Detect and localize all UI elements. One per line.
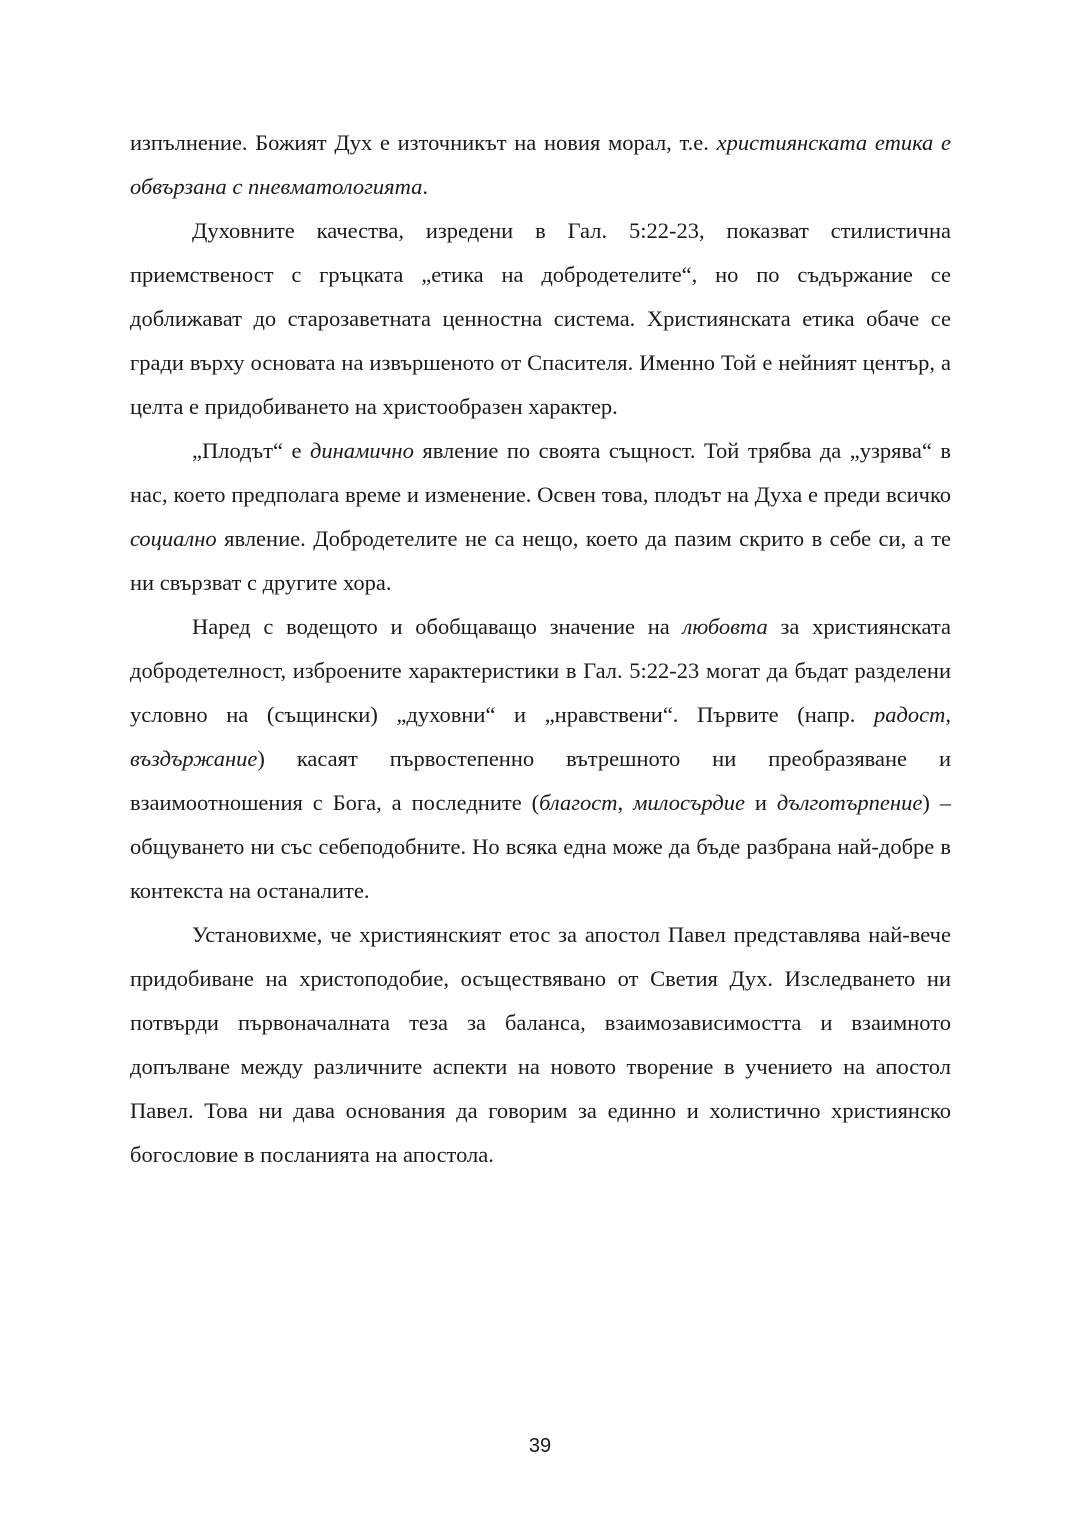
paragraph-3-text-a: „Плодът“ е [192, 438, 311, 463]
paragraph-3-italic-dynamic: динамично [310, 438, 414, 463]
paragraph-4-text-c: за християнската добродетелност, изброените характеристики в Гал. 5:22-23 могат да бъдат разделени условно на (същински) „духовни“ и „нравствени“. Първите (напр. [130, 614, 951, 727]
paragraph-4-italic-kindness: благост [539, 790, 618, 815]
paragraph-5: Установихме, че християнският етос за апостол Павел представлява най-вече придобиване на христоподобие, осъществявано от Светия Дух. Изследването ни потвърди първоначалната теза за баланса, взаимозависимостта и взаимното допълване между различните аспекти на новото творение в учението на апостол Павел. Това ни дава основания да говорим за единно и холистично християнско богословие в посланията на апостола. [130, 922, 951, 1167]
body-text [130, 121, 951, 1177]
paragraph-4-text-i: , [617, 790, 634, 815]
paragraph-3-text-e: явление. Добродетелите не са нещо, което да пазим скрито в себе си, а те ни свързват с другите хора. [130, 526, 951, 595]
paragraph-1 [130, 121, 951, 209]
paragraph-1-text-a: изпълнение. Божият Дух е източникът на новия морал, т.е. [130, 130, 717, 155]
paragraph-1-italic-phrase: християнската етика е обвързана с пневматологията [130, 130, 951, 199]
paragraph-4 [130, 605, 951, 913]
paragraph-4-text-g: ) касаят първостепенно вътрешното ни преобразяване и взаимоотношения с Бога, а последните ( [130, 746, 951, 815]
paragraph-4-text-e: , [945, 702, 951, 727]
paragraph-2: Духовните качества, изредени в Гал. 5:22-23, показват стилистична приемственост с гръцката „етика на добродетелите“, но по съдържание се доближават до старозаветната ценностна система. Християнската етика обаче се гради върху основата на извършеното от Спасителя. Именно Той е нейният център, а целта е придобиването на христообразен характер. [130, 218, 951, 419]
paragraph-4-italic-love: любовта [682, 614, 768, 639]
paragraph-3-text-c: явление по своята същност. Той трябва да „узрява“ в нас, което предполага време и изменение. Освен това, плодът на Духа е преди всичко [130, 438, 951, 507]
paragraph-4-italic-patience: дълготърпение [776, 790, 923, 815]
paragraph-3-italic-social: социално [130, 526, 217, 551]
paragraph-4-text-a: Наред с водещото и обобщаващо значение на [192, 614, 683, 639]
paragraph-4-italic-abstinence: въздържание [130, 746, 258, 771]
paragraph-4-text-m: ) – общуването ни със себеподобните. Но всяка една може да бъде разбрана най-добре в контекста на останалите. [130, 790, 952, 903]
paragraph-3 [130, 429, 951, 605]
paragraph-4-text-k: и [744, 790, 777, 815]
paragraph-4-italic-mercy: милосърдие [633, 790, 745, 815]
page-number: 39 [528, 1435, 552, 1457]
paragraph-1-text-c: . [422, 174, 428, 199]
paragraph-4-italic-joy: радост [874, 702, 946, 727]
